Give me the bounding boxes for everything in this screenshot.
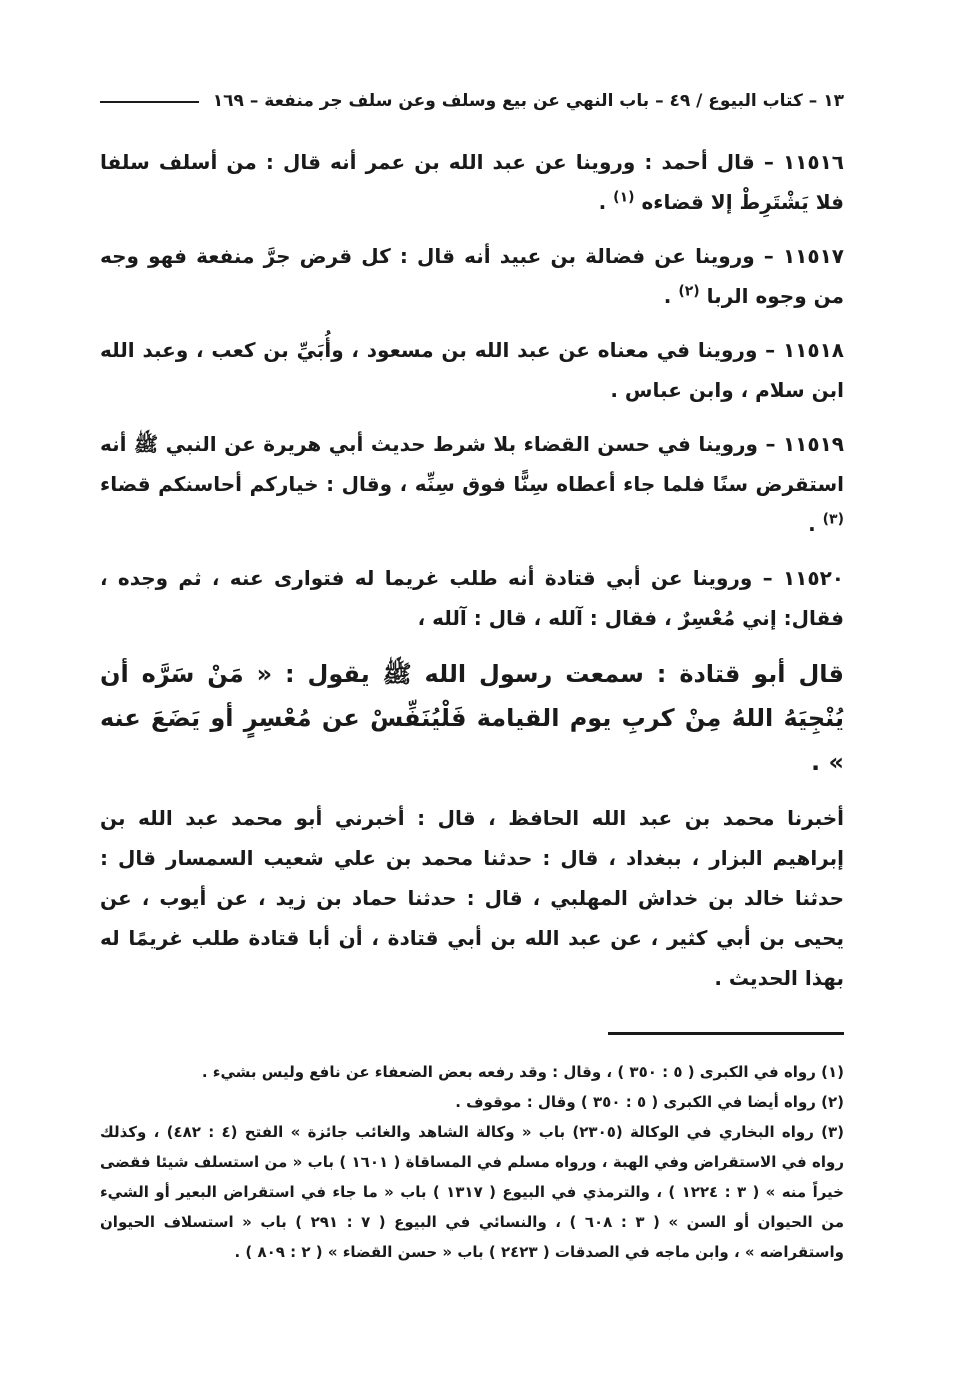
paragraph-11516: ١١٥١٦ – قال أحمد : وروينا عن عبد الله بن عمر أنه قال : من أسلف سلفا فلا يَشْتَرِطْ إلا قضاءه $^{(١)}$ .	[100, 150, 844, 214]
footnote-ref-1[interactable]: (١)	[613, 189, 635, 206]
header-rule	[100, 101, 199, 103]
paragraph-11518: ١١٥١٨ – وروينا في معناه عن عبد الله بن مسعود ، وأُبَيِّ بن كعب ، وعبد الله ابن سلام ، وابن عباس .	[100, 338, 844, 402]
footnote-2: (٢) رواه أيضا في الكبرى ( ٥ : ٣٥٠ ) وقال : موقوف .	[455, 1093, 844, 1111]
paragraph-11520: ١١٥٢٠ – وروينا عن أبي قتادة أنه طلب غريما له فتوارى عنه ، ثم وجده ، فقال: إني مُعْسِرٌ ، فقال : آلله ، قال : آلله ،	[100, 566, 844, 630]
running-title: ١٣ – كتاب البيوع / ٤٩ – باب النهي عن بيع وسلف وعن سلف جر منفعة – ١٦٩	[212, 91, 844, 111]
footnote-ref-3[interactable]: (٣)	[822, 511, 844, 528]
hadith-text: قال أبو قتادة : سمعت رسول الله ﷺ يقول : « مَنْ سَرَّه أن يُنْجِيَهُ اللهُ مِنْ كربِ يوم القيامة فَلْيُنَفِّسْ عن مُعْسِرٍ أو يَضَعَ عنه » .	[100, 660, 844, 776]
paragraph-11517: ١١٥١٧ – وروينا عن فضالة بن عبيد أنه قال : كل قرض جرَّ منفعة فهو وجه من وجوه الربا $^{(٢)}$ .	[100, 244, 844, 308]
footnote-1: (١) رواه في الكبرى ( ٥ : ٣٥٠ ) ، وقال : وقد رفعه بعض الضعفاء عن نافع وليس بشيء .	[201, 1063, 844, 1081]
document-page	[100, 86, 844, 1267]
footnote-3: (٣) رواه البخاري في الوكالة (٢٣٠٥) باب « وكالة الشاهد والغائب جائزة » الفتح (٤ : ٤٨٢) ، وكذلك رواه في الاستقراض وفي الهبة ، ورواه مسلم في المساقاة ( ١٦٠١ ) باب « من استسلف شيئا فقضى خيراً منه » ( ٣ : ١٢٢٤ ) ، والترمذي في البيوع ( ١٣١٧ ) باب « ما جاء في استقراض البعير أو الشيء من الحيوان أو السن » ( ٣ : ٦٠٨ ) ، والنسائي في البيوع ( ٧ : ٢٩١ ) باب « استسلاف الحيوان واستقراضه » ، وابن ماجه في الصدقات ( ٢٤٢٣ ) باب « حسن القضاء » ( ٢ : ٨٠٩ ) .	[100, 1123, 845, 1261]
footnote-separator	[608, 1032, 844, 1035]
paragraph-11519: ١١٥١٩ – وروينا في حسن القضاء بلا شرط حديث أبي هريرة عن النبي ﷺ أنه استقرض سنًا فلما جاء أعطاه سِنًّا فوق سِنِّه ، وقال : خياركم أحاسنكم قضاء $^{(٣)}$ .	[100, 432, 844, 536]
running-header	[100, 86, 844, 116]
footnote-ref-2[interactable]: (٢)	[678, 283, 700, 300]
isnad-text: أخبرنا محمد بن عبد الله الحافظ ، قال : أخبرني أبو محمد عبد الله بن إبراهيم البزار ، ببغداد ، قال : حدثنا محمد بن علي شعيب السمسار قال : حدثنا خالد بن خداش المهلبي ، قال : حدثنا حماد بن زيد ، عن أيوب ، عن يحيى بن أبي كثير ، عن عبد الله بن أبي قتادة ، أن أبا قتادة طلب غريمًا له بهذا الحديث .	[100, 806, 844, 990]
footnotes	[100, 1057, 844, 1267]
